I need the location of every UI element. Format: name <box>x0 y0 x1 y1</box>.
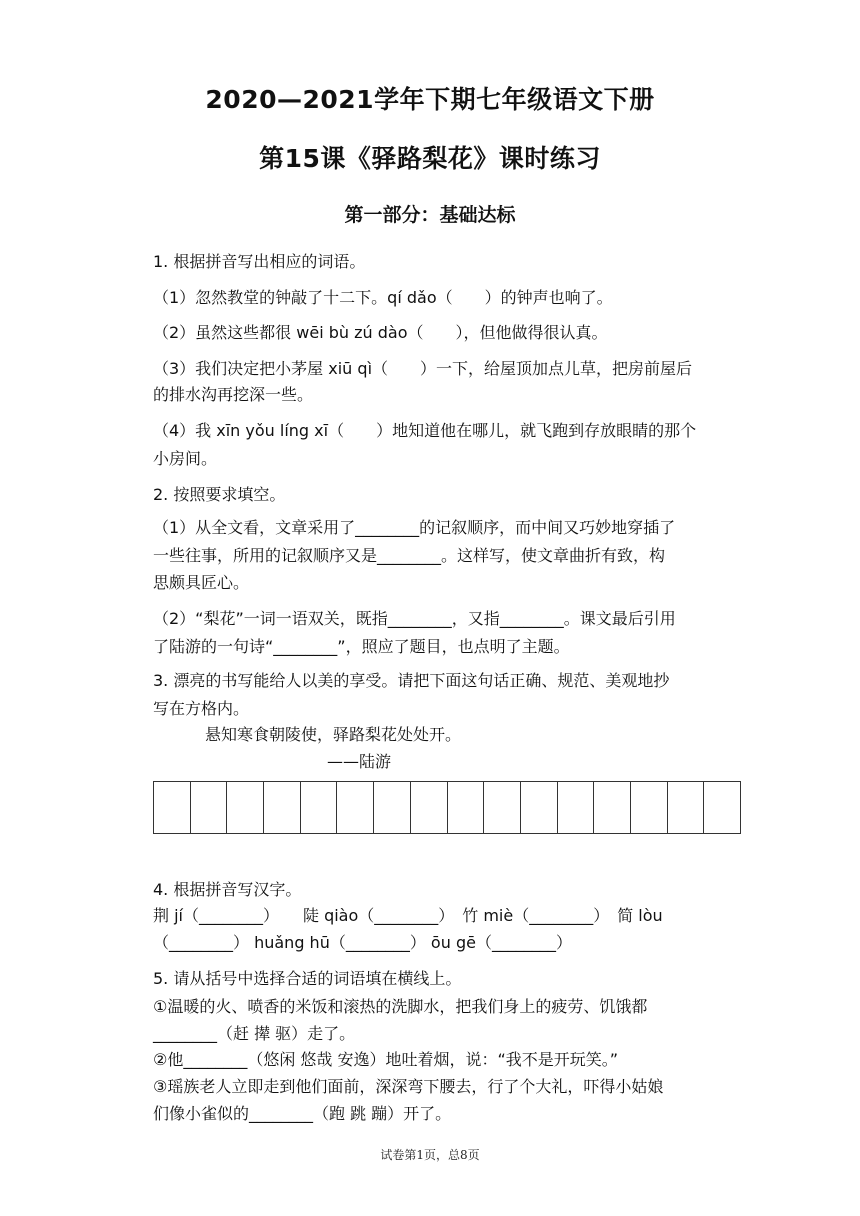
document-title: 2020—2021学年下期七年级语文下册 <box>205 85 655 114</box>
grid-cell[interactable] <box>594 782 631 833</box>
grid-cell[interactable] <box>448 782 485 833</box>
grid-cell[interactable] <box>411 782 448 833</box>
question-2-item-2-cont: 了陆游的一句诗“________”，照应了题目，也点明了主题。 <box>153 637 570 656</box>
question-5-item-2: ②他________（悠闲 悠哉 安逸）地吐着烟，说：“我不是开玩笑。” <box>153 1050 619 1069</box>
writing-grid[interactable] <box>153 781 741 834</box>
grid-cell[interactable] <box>668 782 705 833</box>
question-4-items-cont: （________） huǎng hū（________） ōu gē（________） <box>153 933 572 952</box>
grid-cell[interactable] <box>704 782 740 833</box>
question-2-item-1-cont2: 思颇具匠心。 <box>153 573 250 592</box>
question-5-item-3-cont: 们像小雀似的________（跑 跳 蹦）开了。 <box>153 1104 452 1123</box>
question-1-item-4: （4）我 xīn yǒu líng xī（ ）地知道他在哪儿，就飞跑到存放眼睛的那个 <box>153 421 697 440</box>
question-5-heading: 5. 请从括号中选择合适的词语填在横线上。 <box>153 969 462 988</box>
question-2-item-2: （2）“梨花”一词一语双关，既指________，又指________。课文最后引用 <box>153 609 676 628</box>
question-5-item-1: ①温暖的火、喷香的米饭和滚热的洗脚水，把我们身上的疲劳、饥饿都 <box>153 997 648 1016</box>
question-1-item-2: （2）虽然这些都很 wēi bù zú dào（ ），但他做得很认真。 <box>153 323 608 342</box>
question-2-heading: 2. 按照要求填空。 <box>153 485 286 504</box>
poem-author: ——陆游 <box>327 752 392 771</box>
grid-cell[interactable] <box>558 782 595 833</box>
grid-cell[interactable] <box>191 782 228 833</box>
question-1-item-4-cont: 小房间。 <box>153 449 218 468</box>
question-5-item-1-cont: ________（赶 撵 驱）走了。 <box>153 1024 356 1043</box>
question-2-item-1: （1）从全文看，文章采用了________的记叙顺序，而中间又巧妙地穿插了 <box>153 518 676 537</box>
question-4-items: 荆 jí（________） 陡 qiào（________） 竹 miè（________） 简 lòu <box>153 906 663 925</box>
lesson-title: 第15课《驿路梨花》课时练习 <box>259 144 601 173</box>
section-title: 第一部分：基础达标 <box>344 204 516 226</box>
page-footer: 试卷第1页，总8页 <box>380 1148 480 1162</box>
grid-cell[interactable] <box>154 782 191 833</box>
question-1-heading: 1. 根据拼音写出相应的词语。 <box>153 252 366 271</box>
grid-cell[interactable] <box>337 782 374 833</box>
question-1-item-1: （1）忽然教堂的钟敲了十二下。qí dǎo（ ）的钟声也响了。 <box>153 288 613 307</box>
question-2-item-1-cont: 一些往事，所用的记叙顺序又是________。这样写，使文章曲折有致，构 <box>153 546 666 565</box>
grid-cell[interactable] <box>521 782 558 833</box>
question-3-heading: 3. 漂亮的书写能给人以美的享受。请把下面这句话正确、规范、美观地抄 <box>153 671 670 690</box>
grid-cell[interactable] <box>301 782 338 833</box>
grid-cell[interactable] <box>264 782 301 833</box>
question-1-item-3-cont: 的排水沟再挖深一些。 <box>153 385 314 404</box>
grid-cell[interactable] <box>484 782 521 833</box>
question-1-item-3: （3）我们决定把小茅屋 xiū qì（ ）一下，给屋顶加点儿草，把房前屋后 <box>153 359 693 378</box>
question-5-item-3: ③瑶族老人立即走到他们面前，深深弯下腰去，行了个大礼，吓得小姑娘 <box>153 1077 664 1096</box>
grid-cell[interactable] <box>631 782 668 833</box>
question-3-heading-cont: 写在方格内。 <box>153 699 250 718</box>
grid-cell[interactable] <box>227 782 264 833</box>
question-4-heading: 4. 根据拼音写汉字。 <box>153 880 302 899</box>
grid-cell[interactable] <box>374 782 411 833</box>
poem-line: 悬知寒食朝陵使，驿路梨花处处开。 <box>205 725 462 744</box>
